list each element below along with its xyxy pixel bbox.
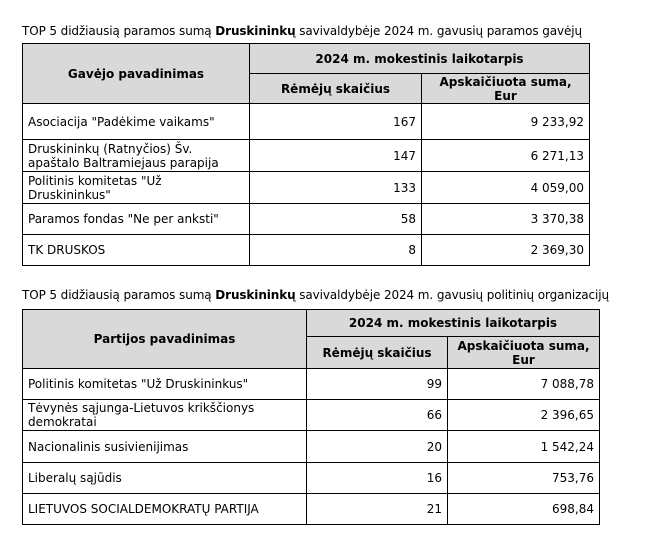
table2-row-name: Liberalų sąjūdis	[23, 463, 307, 494]
table2-period-header: 2024 m. mokestinis laikotarpis	[307, 310, 600, 337]
table1-row-count: 133	[250, 172, 422, 204]
table1-row-count: 8	[250, 235, 422, 266]
table2-row-count: 99	[307, 369, 448, 400]
table2-row-sum: 2 396,65	[448, 400, 600, 431]
table1-row-count: 167	[250, 104, 422, 140]
table2-name-header: Partijos pavadinimas	[23, 310, 307, 369]
table1-row-count: 58	[250, 204, 422, 235]
table2-row-sum: 698,84	[448, 494, 600, 525]
table1-caption-prefix: TOP 5 didžiausią paramos sumą	[22, 24, 216, 38]
table1-row-sum: 9 233,92	[422, 104, 590, 140]
table2-row-name: Tėvynės sąjunga-Lietuvos krikščionys demokratai	[23, 400, 307, 431]
table1-row-sum: 6 271,13	[422, 140, 590, 172]
table-row	[23, 140, 590, 172]
table-row	[23, 104, 590, 140]
table-row	[23, 463, 600, 494]
table1-row-count: 147	[250, 140, 422, 172]
table-row	[23, 369, 600, 400]
table-row	[23, 172, 590, 204]
table1-row-name: Druskininkų (Ratnyčios) Šv. apaštalo Baltramiejaus parapija	[23, 140, 250, 172]
table2-row-sum: 753,76	[448, 463, 600, 494]
table2-row-count: 66	[307, 400, 448, 431]
table1-caption-suffix: savivaldybėje 2024 m. gavusių paramos gavėjų	[295, 24, 583, 38]
table2-caption	[22, 288, 609, 302]
table2-row-count: 16	[307, 463, 448, 494]
table2-caption-suffix: savivaldybėje 2024 m. gavusių politinių organizacijų	[295, 288, 610, 302]
table1-row-sum: 4 059,00	[422, 172, 590, 204]
table2-row-count: 20	[307, 431, 448, 463]
table2-sum-header: Apskaičiuota suma, Eur	[448, 337, 600, 369]
table1-sum-header: Apskaičiuota suma, Eur	[422, 74, 590, 104]
table2-row-name: LIETUVOS SOCIALDEMOKRATŲ PARTIJA	[23, 494, 307, 525]
table1-name-header: Gavėjo pavadinimas	[23, 44, 250, 104]
table1-count-header: Rėmėjų skaičius	[250, 74, 422, 104]
table1-caption-bold: Druskininkų	[215, 24, 296, 38]
table2-caption-bold: Druskininkų	[215, 288, 296, 302]
table2-row-name: Nacionalinis susivienijimas	[23, 431, 307, 463]
table1-caption	[22, 24, 582, 38]
table1	[22, 43, 590, 266]
table2	[22, 309, 600, 525]
table1-row-name: Politinis komitetas "Už Druskininkus"	[23, 172, 250, 204]
table-row	[23, 494, 600, 525]
table2-row-sum: 1 542,24	[448, 431, 600, 463]
table1-row-sum: 2 369,30	[422, 235, 590, 266]
table-row	[23, 400, 600, 431]
table1-row-name: TK DRUSKOS	[23, 235, 250, 266]
table2-row-name: Politinis komitetas "Už Druskininkus"	[23, 369, 307, 400]
table2-caption-prefix: TOP 5 didžiausią paramos sumą	[22, 288, 216, 302]
table1-period-header: 2024 m. mokestinis laikotarpis	[250, 44, 590, 74]
table-row	[23, 431, 600, 463]
table-row	[23, 204, 590, 235]
table1-row-name: Asociacija "Padėkime vaikams"	[23, 104, 250, 140]
table2-count-header: Rėmėjų skaičius	[307, 337, 448, 369]
table2-row-count: 21	[307, 494, 448, 525]
table1-row-name: Paramos fondas "Ne per anksti"	[23, 204, 250, 235]
table2-row-sum: 7 088,78	[448, 369, 600, 400]
table1-row-sum: 3 370,38	[422, 204, 590, 235]
table-row	[23, 235, 590, 266]
